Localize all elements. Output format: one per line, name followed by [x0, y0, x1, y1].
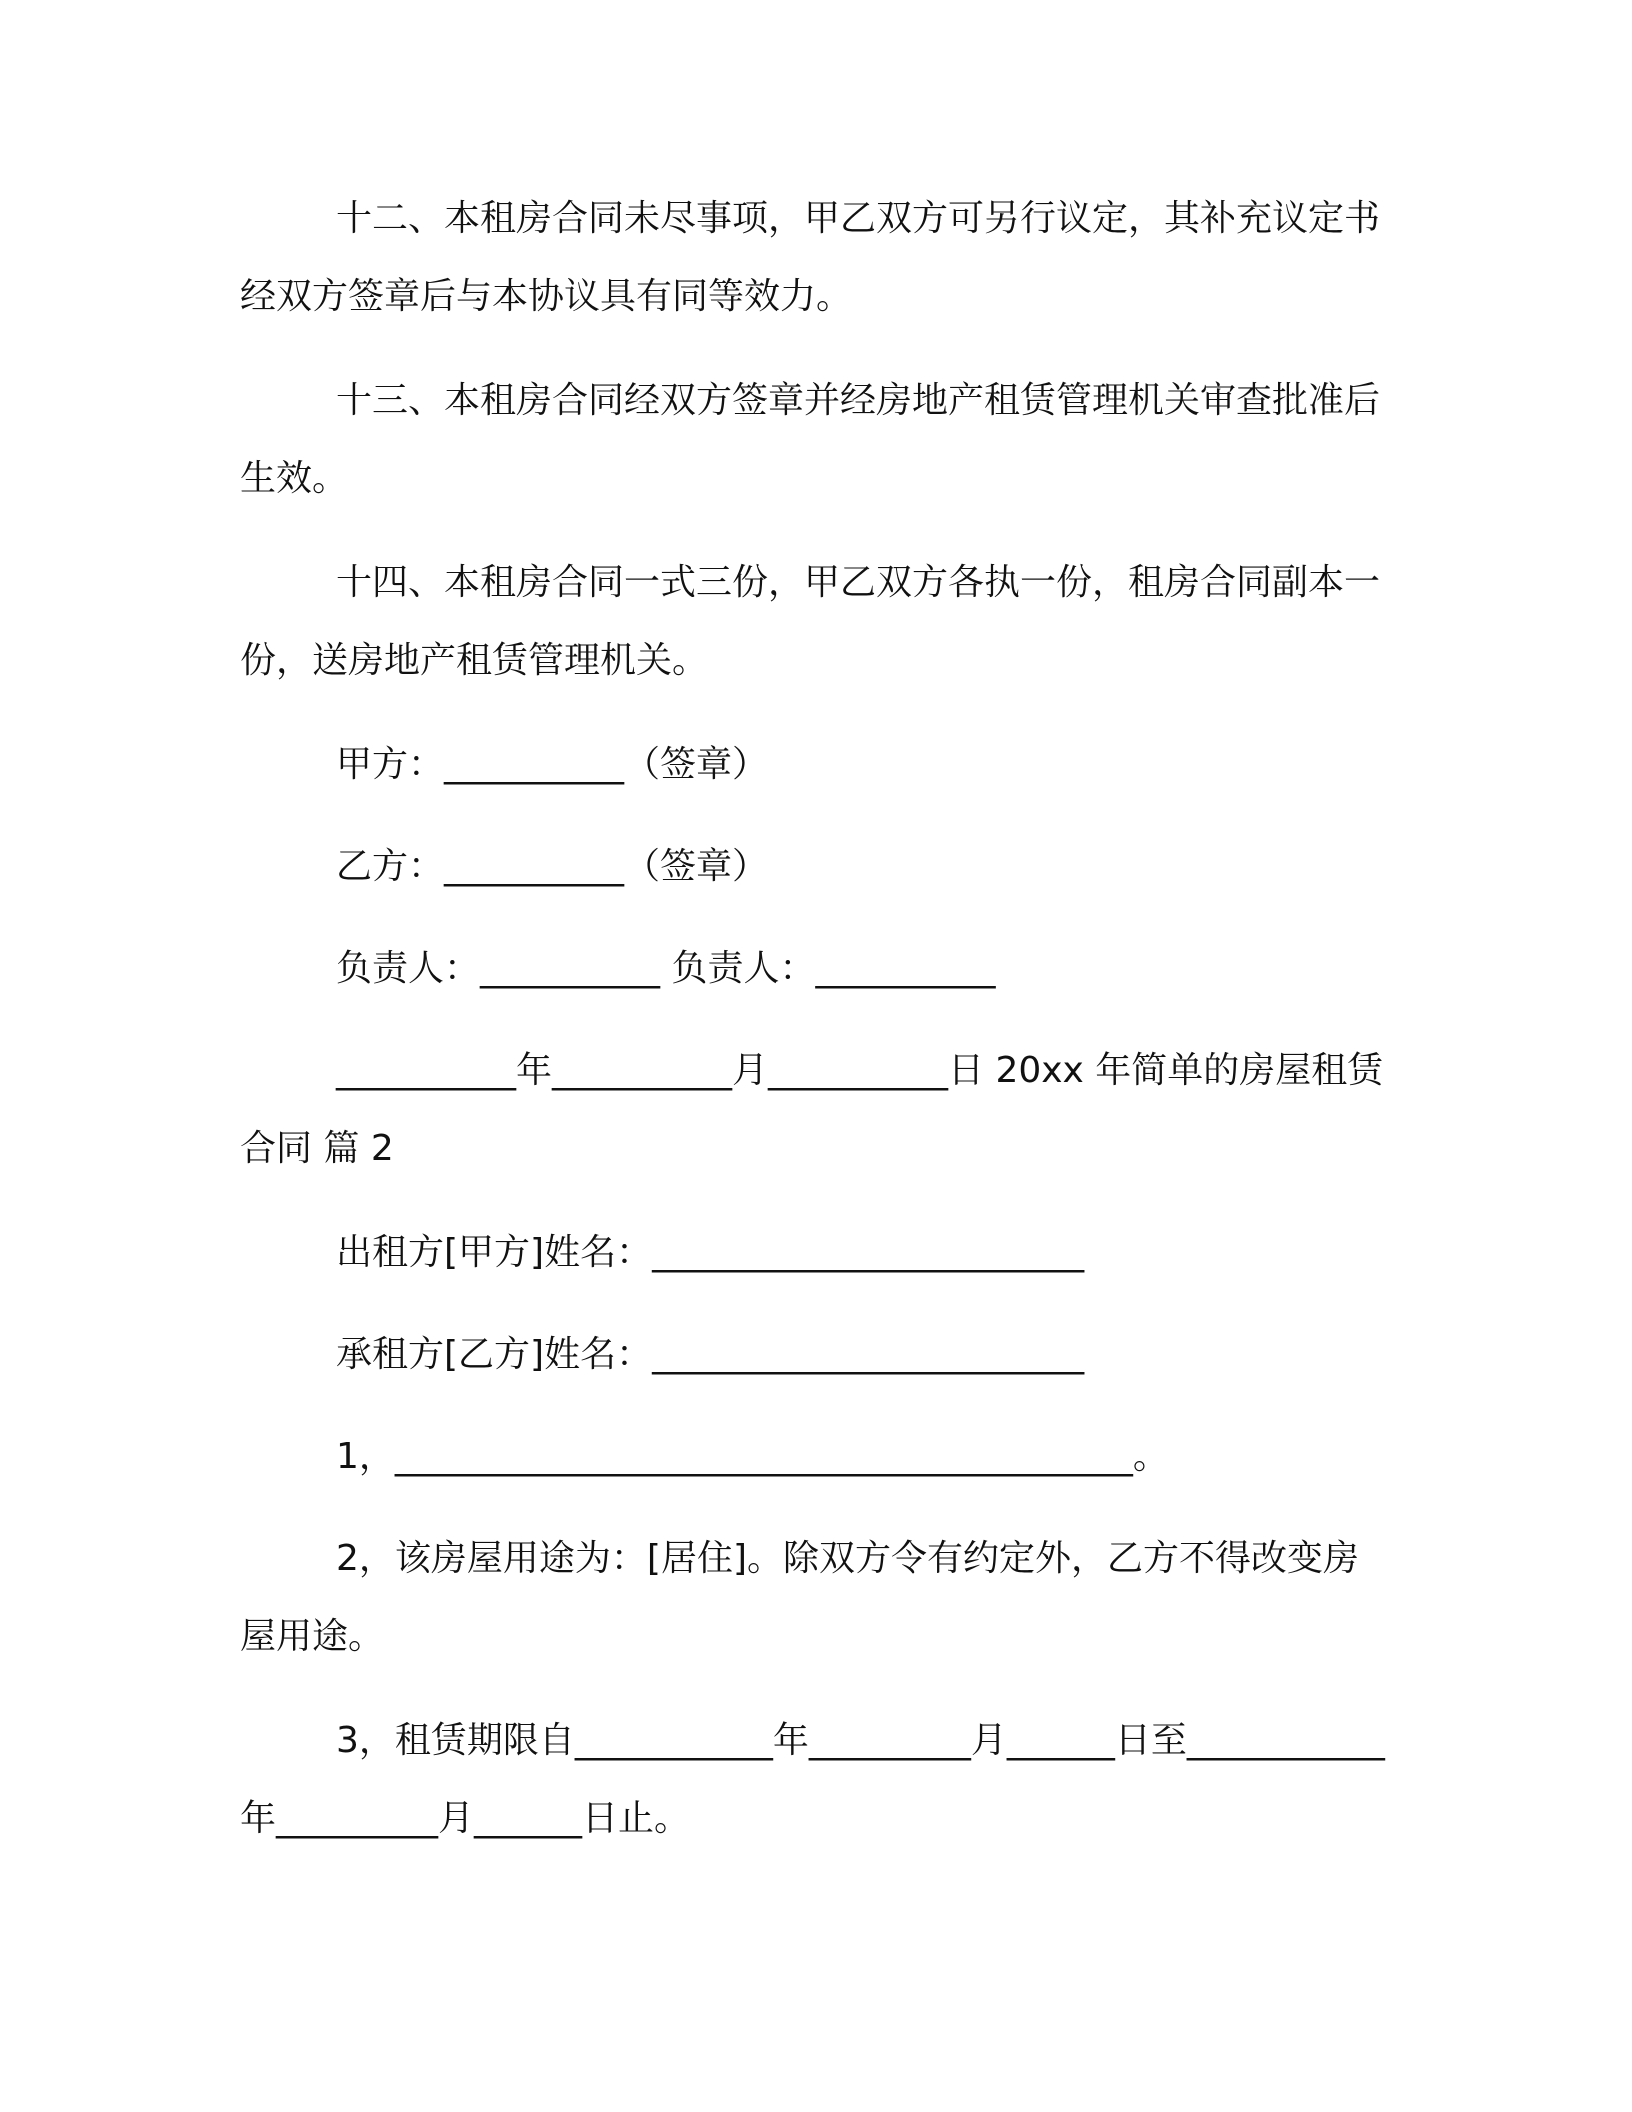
clause-14: 十四、本租房合同一式三份，甲乙双方各执一份，租房合同副本一份，送房地产租赁管理机关。 — [240, 562, 1381, 681]
lessee-name-line: 承租方[乙方]姓名：________________________ — [336, 1334, 1085, 1375]
party-a-signature-line: 甲方：__________（签章） — [336, 744, 769, 785]
item-3-lease-term: 3，租赁期限自___________年_________月______日至___________年_________月______日止。 — [240, 1720, 1385, 1839]
date-and-contract-2-title: __________年__________月__________日 20xx 年简单的房屋租赁合同 篇 2 — [240, 1050, 1384, 1169]
item-2-usage: 2，该房屋用途为：[居住]。除双方令有约定外，乙方不得改变房屋用途。 — [240, 1538, 1359, 1657]
responsible-persons-line: 负责人：__________ 负责人：__________ — [336, 948, 996, 989]
party-b-signature-line: 乙方：__________（签章） — [336, 846, 769, 887]
document-body — [240, 180, 1390, 1884]
item-1: 1，_________________________________________。 — [336, 1436, 1169, 1477]
lessor-name-line: 出租方[甲方]姓名：________________________ — [336, 1232, 1085, 1273]
clause-12: 十二、本租房合同未尽事项，甲乙双方可另行议定，其补充议定书经双方签章后与本协议具有同等效力。 — [240, 198, 1381, 317]
clause-13: 十三、本租房合同经双方签章并经房地产租赁管理机关审查批准后生效。 — [240, 380, 1381, 499]
